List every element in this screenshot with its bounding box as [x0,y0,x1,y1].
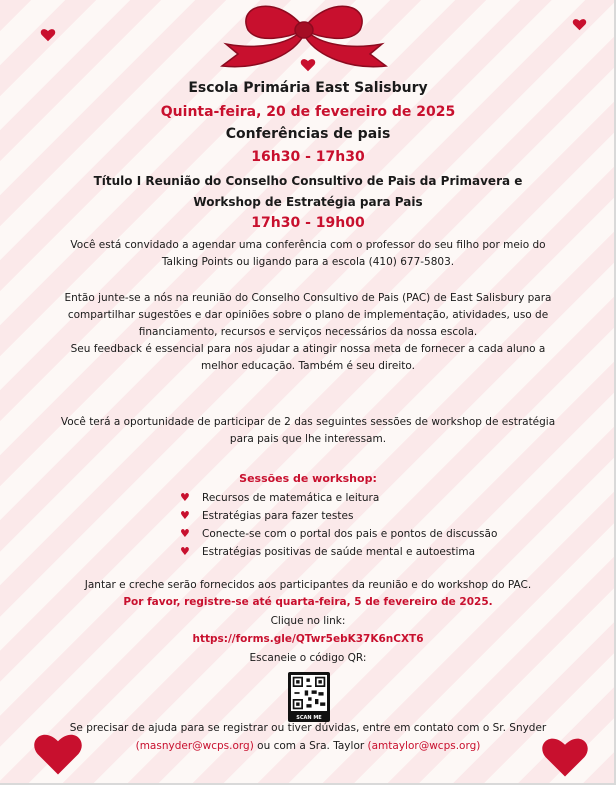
heart-bullet-icon: ♥ [180,509,190,522]
meeting-time: 17h30 - 19h00 [251,215,365,231]
qr-code-icon [291,675,327,711]
workshops-list [180,489,497,561]
heart-bullet-icon: ♥ [180,545,190,558]
pac-paragraph [58,290,558,375]
registration-link[interactable]: https://forms.gle/QTwr5ebK37K6nCXT6 [192,633,424,645]
list-item: ♥ Recursos de matemática e leitura [180,489,497,507]
school-name: Escola Primária East Salisbury [188,80,428,96]
qr-code[interactable] [288,672,330,722]
workshops-title: Sessões de workshop: [239,472,377,485]
help-mid: ou com a Sra. Taylor [257,740,365,752]
qr-caption: SCAN ME [296,715,322,721]
list-item: ♥ Estratégias positivas de saúde mental e autoestima [180,543,497,561]
heart-bullet-icon: ♥ [180,491,190,504]
email-snyder[interactable]: (masnyder@wcps.org) [135,740,254,752]
click-label: Clique no link: [270,615,346,627]
conference-title: Conferências de pais [225,126,391,142]
pac-paragraph-main: Então junte-se a nós na reunião do Conselho Consultivo de Pais (PAC) de East Salisbury para compartilhar sugestões e dar opiniões sobre o plano de implementação, atividades, uso de financiamento, recursos e serviços necessários da nossa escola. [64,292,552,338]
register-deadline: Por favor, registre-se até quarta-feira, 5 de fevereiro de 2025. [123,596,493,608]
help-text: Se precisar de ajuda para se registrar ou tiver dúvidas, entre em contato com o Sr. Snyder [69,722,547,734]
meeting-title: Título I Reunião do Conselho Consultivo de Pais da Primavera e Workshop de Estratégia para Pais [93,174,523,209]
heart-icon [300,58,316,72]
workshop-intro: Você terá a oportunidade de participar de 2 das seguintes sessões de workshop de estratégia para pais que lhe interessam. [60,416,556,445]
email-taylor[interactable]: (amtaylor@wcps.org) [367,740,481,752]
heart-icon [40,28,56,42]
pac-paragraph-feedback: Seu feedback é essencial para nos ajudar a atingir nossa meta de fornecer a cada aluno a melhor educação. Também é seu direito. [70,343,546,372]
heart-icon [572,18,587,31]
list-item: ♥ Conecte-se com o portal dos pais e pontos de discussão [180,525,497,543]
conference-time: 16h30 - 17h30 [251,149,365,165]
dinner-note: Jantar e creche serão fornecidos aos participantes da reunião e do workshop do PAC. [84,579,532,591]
heart-bullet-icon: ♥ [180,527,190,540]
help-note [58,719,558,755]
event-date: Quinta-feira, 20 de fevereiro de 2025 [160,104,456,120]
list-item: ♥ Estratégias para fazer testes [180,507,497,525]
invite-paragraph: Você está convidado a agendar uma conferência com o professor do seu filho por meio do Talking Points ou ligando para a escola (410) 677-5803. [70,239,546,268]
scan-label: Escaneie o código QR: [249,652,367,664]
